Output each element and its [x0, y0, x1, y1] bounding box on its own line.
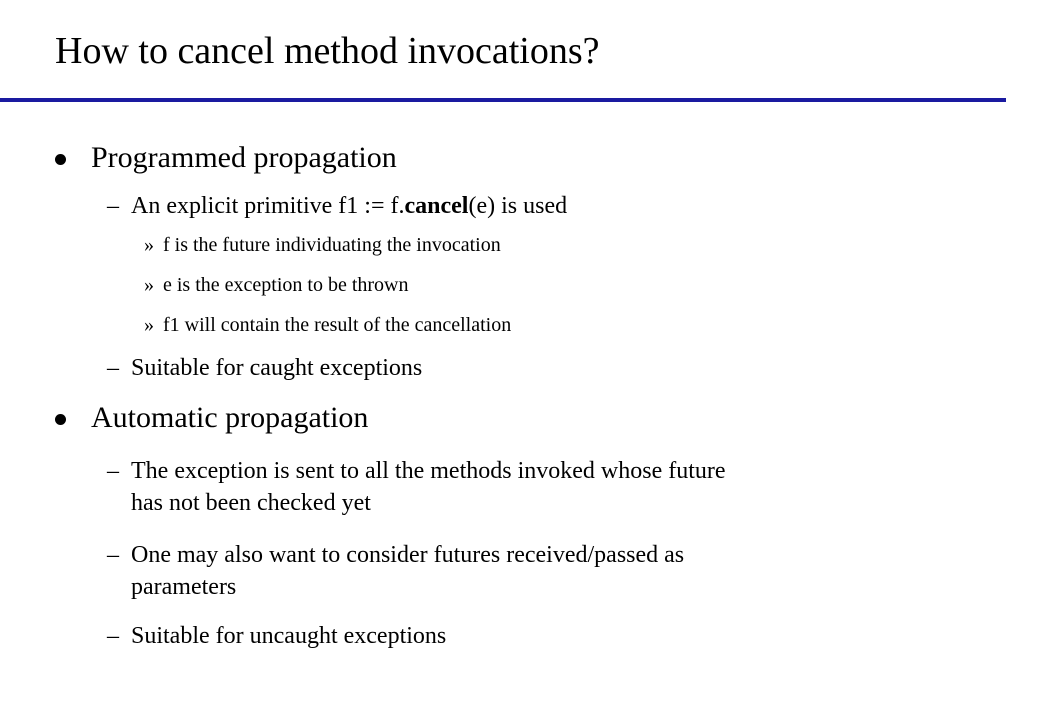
raquo-marker: »: [144, 274, 154, 296]
dash-marker: –: [107, 542, 119, 568]
dash-marker: –: [107, 623, 119, 649]
sub-sub-bullet-text: e is the exception to be thrown: [163, 274, 409, 296]
slide-title: How to cancel method invocations?: [55, 30, 600, 72]
bullet-dot-icon: [55, 154, 66, 165]
dash-marker: –: [107, 355, 119, 381]
raquo-marker: »: [144, 314, 154, 336]
raquo-marker: »: [144, 234, 154, 256]
sub-bullet-text: Suitable for caught exceptions: [131, 355, 423, 381]
sub-sub-bullet-text: f1 will contain the result of the cancellation: [163, 314, 512, 336]
sub-bullet-text: [131, 191, 567, 221]
sub-bullet-text-line2: parameters: [131, 574, 237, 600]
bullet-dot-icon: [55, 414, 66, 425]
text-suffix: (e) is used: [468, 193, 568, 219]
dash-marker: –: [107, 193, 119, 219]
text-bold-cancel: cancel: [404, 193, 469, 219]
title-underline: [0, 98, 1006, 102]
sub-bullet-text-line2: has not been checked yet: [131, 490, 371, 516]
dash-marker: –: [107, 458, 119, 484]
sub-bullet-text-line1: The exception is sent to all the methods invoked whose future: [131, 458, 726, 484]
bullet-text: Programmed propagation: [91, 141, 397, 174]
sub-bullet-text-line1: One may also want to consider futures received/passed as: [131, 542, 685, 568]
bullet-text: Automatic propagation: [91, 401, 369, 434]
sub-bullet-text: Suitable for uncaught exceptions: [131, 623, 447, 649]
sub-sub-bullet-text: f is the future individuating the invocation: [163, 234, 501, 256]
text-prefix: An explicit primitive f1 := f.: [131, 193, 405, 219]
